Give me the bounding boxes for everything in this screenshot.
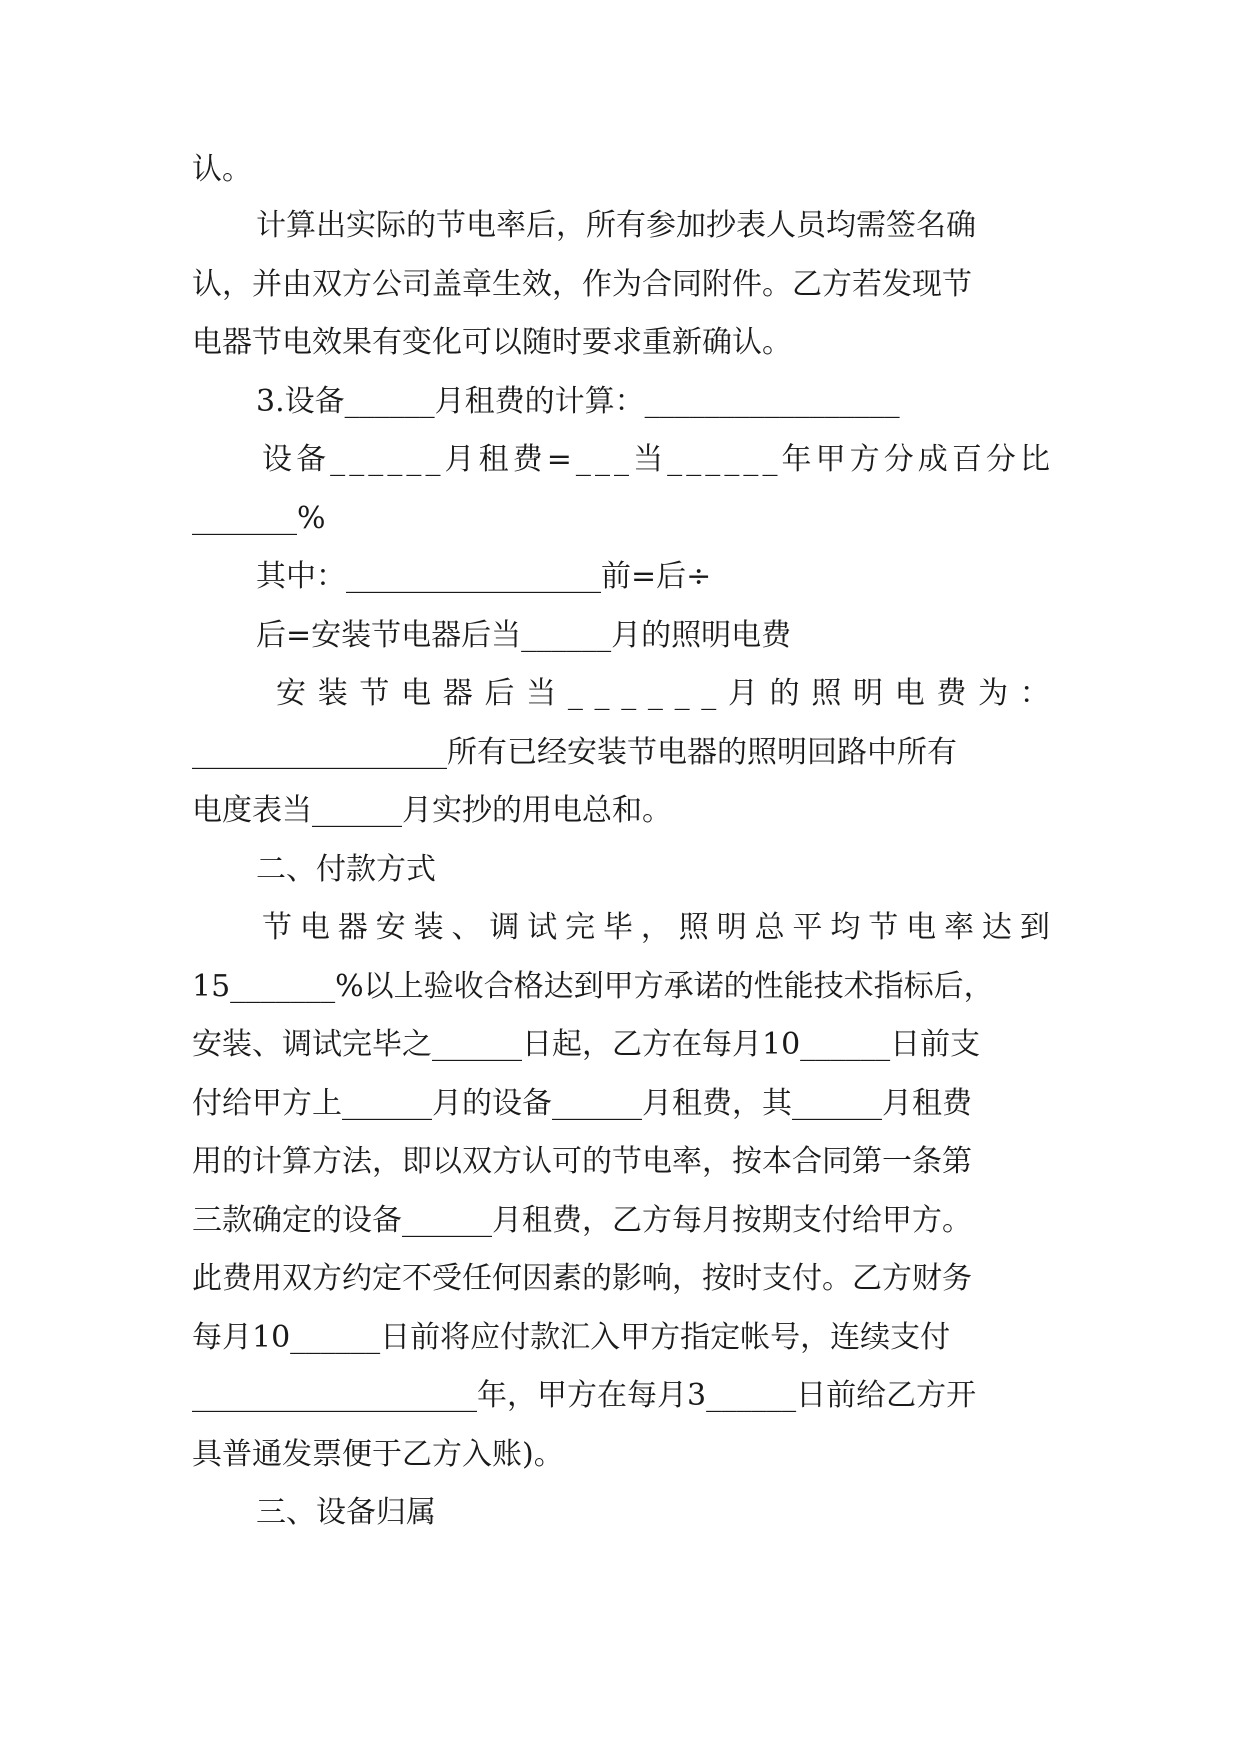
text-line: 3.设备______月租费的计算：_________________ (256, 384, 900, 419)
text-line: 安装、调试完毕之______日起，乙方在每月10______日前支 (192, 1027, 981, 1062)
text-line: 电度表当______月实抄的用电总和。 (192, 793, 672, 828)
text-line: 安 装 节 电 器 后 当 _ _ _ _ _ _ 月 的 照 明 电 费 为 ： (276, 676, 1050, 711)
text-line: 后=安装节电器后当______月的照明电费 (256, 618, 792, 653)
text-line: _________________所有已经安装节电器的照明回路中所有 (192, 735, 957, 770)
text-line: _______% (192, 501, 326, 536)
text-line: 设 备 _ _ _ _ _ _ 月 租 费 = _ _ _ 当 _ _ _ _ _ _ 年 甲 方 分 成 百 分 比 (262, 442, 1050, 477)
text-line: 付给甲方上______月的设备______月租费，其______月租费 (192, 1086, 972, 1121)
text-line: ___________________年，甲方在每月3______日前给乙方开 (192, 1378, 977, 1413)
text-line: 节 电 器 安 装 、 调 试 完 毕 ， 照 明 总 平 均 节 电 率 达 到 (262, 910, 1050, 945)
text-line: 15_______%以上验收合格达到甲方承诺的性能技术指标后， (192, 969, 994, 1004)
text-line: 电器节电效果有变化可以随时要求重新确认。 (192, 325, 792, 360)
text-line: 此费用双方约定不受任何因素的影响，按时支付。乙方财务 (192, 1261, 972, 1296)
text-line: 认，并由双方公司盖章生效，作为合同附件。乙方若发现节 (192, 267, 972, 302)
text-line: 其中：_________________前=后÷ (256, 559, 712, 594)
text-line: 每月10______日前将应付款汇入甲方指定帐号，连续支付 (192, 1320, 951, 1355)
text-line: 用的计算方法，即以双方认可的节电率，按本合同第一条第 (192, 1144, 972, 1179)
text-line: 计算出实际的节电率后，所有参加抄表人员均需签名确 (256, 208, 976, 243)
section-heading: 二、付款方式 (256, 852, 436, 887)
text-line: 三款确定的设备______月租费，乙方每月按期支付给甲方。 (192, 1203, 972, 1238)
text-line: 认。 (192, 152, 252, 187)
section-heading: 三、设备归属 (256, 1495, 436, 1530)
text-line: 具普通发票便于乙方入账)。 (192, 1437, 564, 1472)
